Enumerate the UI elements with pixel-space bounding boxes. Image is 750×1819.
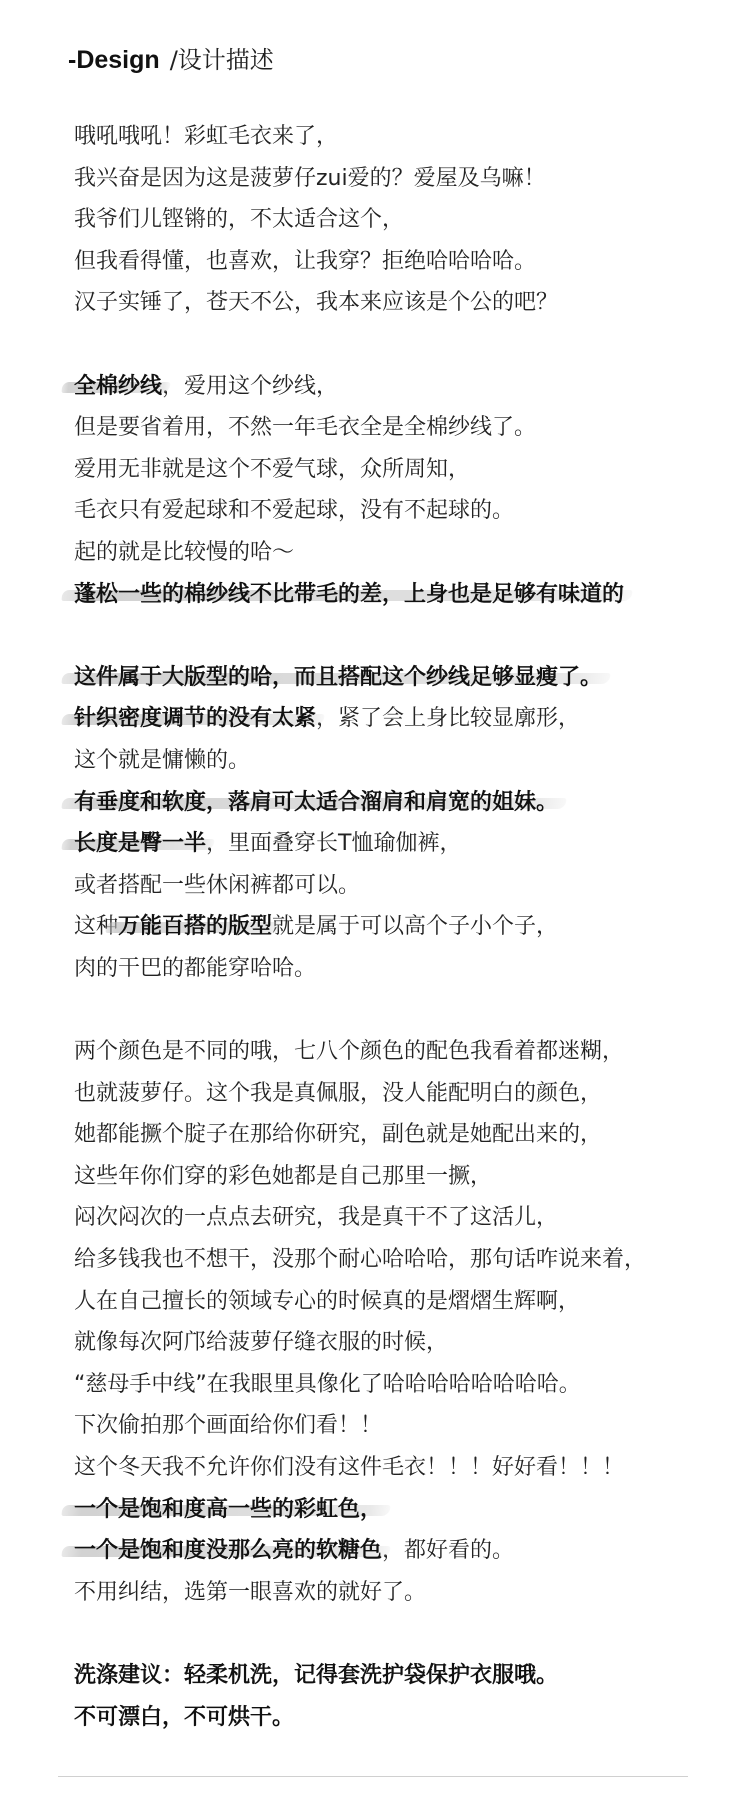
paragraph-gap — [74, 615, 714, 657]
text-line — [74, 698, 714, 740]
highlight-fluffy-yarn: 蓬松一些的棉纱线不比带毛的差，上身也是足够有味道的 — [74, 581, 625, 607]
highlight-candy-color: 一个是饱和度没那么亮的软糖色 — [74, 1538, 383, 1564]
text-line: 这个冬天我不允许你们没有这件毛衣！！！好好看！！！ — [74, 1455, 625, 1480]
text-line: 但是要省着用，不然一年毛衣全是全棉纱线了。 — [74, 415, 537, 441]
text-line: 也就菠萝仔。这个我是真佩服，没人能配明白的颜色， — [74, 1080, 603, 1106]
text-segment: 这种 — [74, 914, 119, 940]
text-line — [74, 906, 714, 948]
text-line: 这些年你们穿的彩色她都是自己那里一撅， — [74, 1163, 493, 1189]
text-line: 肉的干巴的都能穿哈哈。 — [74, 955, 317, 981]
description-body — [74, 116, 714, 1738]
text-line: 汉子实锤了，苍天不公，我本来应该是个公的吧？ — [74, 290, 559, 316]
text-segment: 就是属于可以高个子小个子， — [272, 914, 559, 940]
section-header — [68, 40, 274, 74]
highlight-knit-density: 针织密度调节的没有太紧 — [74, 706, 317, 732]
text-line: 她都能撅个腚子在那给你研究，副色就是她配出来的， — [74, 1122, 603, 1148]
bottom-divider — [58, 1776, 688, 1777]
header-title-en: -Design — [68, 46, 160, 74]
text-segment: ，都好看的。 — [382, 1538, 515, 1564]
text-line — [74, 1530, 714, 1572]
text-line: 不用纠结，选第一眼喜欢的就好了。 — [74, 1579, 427, 1605]
text-segment: ，爱用这个纱线， — [162, 373, 339, 399]
text-line: 人在自己擅长的领域专心的时候真的是熠熠生辉啊， — [74, 1288, 581, 1314]
highlight-drape: 有垂度和软度，落肩可太适合溜肩和肩宽的姐妹。 — [74, 789, 559, 815]
text-line: 毛衣只有爱起球和不爱起球，没有不起球的。 — [74, 498, 515, 524]
text-line — [74, 1489, 714, 1531]
highlight-cotton-yarn: 全棉纱线 — [74, 373, 163, 399]
wash-instructions: 洗涤建议：轻柔机洗，记得套洗护袋保护衣服哦。 — [74, 1662, 559, 1688]
highlight-versatile: 万能百搭的版型 — [118, 914, 273, 940]
highlight-rainbow-color: 一个是饱和度高一些的彩虹色， — [74, 1496, 383, 1522]
text-line: 哦吼哦吼！彩虹毛衣来了， — [74, 124, 339, 149]
text-line: 爱用无非就是这个不爱气球，众所周知， — [74, 456, 471, 482]
highlight-length: 长度是臀一半 — [74, 831, 207, 857]
text-line: 闷次闷次的一点点去研究，我是真干不了这活儿， — [74, 1205, 559, 1231]
text-line: 两个颜色是不同的哦，七八个颜色的配色我看着都迷糊， — [74, 1039, 625, 1065]
text-line — [74, 574, 714, 616]
text-line — [74, 823, 714, 865]
text-line: 或者搭配一些休闲裤都可以。 — [74, 872, 361, 898]
text-line: 起的就是比较慢的哈～ — [74, 539, 295, 565]
text-line — [74, 782, 714, 824]
paragraph-gap — [74, 324, 714, 366]
text-line — [74, 366, 714, 408]
header-title-cn: /设计描述 — [169, 46, 274, 74]
paragraph-gap — [74, 989, 714, 1031]
text-segment: ，里面叠穿长T恤瑜伽裤， — [206, 831, 462, 857]
text-segment: ，紧了会上身比较显廓形， — [316, 706, 581, 732]
text-line — [74, 657, 714, 699]
text-line: 给多钱我也不想干，没那个耐心哈哈哈，那句话咋说来着， — [74, 1247, 647, 1273]
paragraph-gap — [74, 1613, 714, 1655]
text-line: 但我看得懂，也喜欢，让我穿？拒绝哈哈哈哈。 — [74, 248, 537, 274]
text-line: 就像每次阿邝给菠萝仔缝衣服的时候， — [74, 1330, 449, 1356]
highlight-oversized-fit: 这件属于大版型的哈，而且搭配这个纱线足够显瘦了。 — [74, 664, 603, 690]
text-line: 下次偷拍那个画面给你们看！！ — [74, 1413, 383, 1439]
text-line: 这个就是慵懒的。 — [74, 747, 251, 773]
text-line: “慈母手中线”在我眼里具像化了哈哈哈哈哈哈哈哈。 — [74, 1371, 581, 1397]
text-line: 我爷们儿铿锵的，不太适合这个， — [74, 207, 405, 233]
text-line: 我兴奋是因为这是菠萝仔zui爱的？爱屋及乌嘛！ — [74, 165, 546, 191]
wash-warnings: 不可漂白，不可烘干。 — [74, 1704, 295, 1730]
